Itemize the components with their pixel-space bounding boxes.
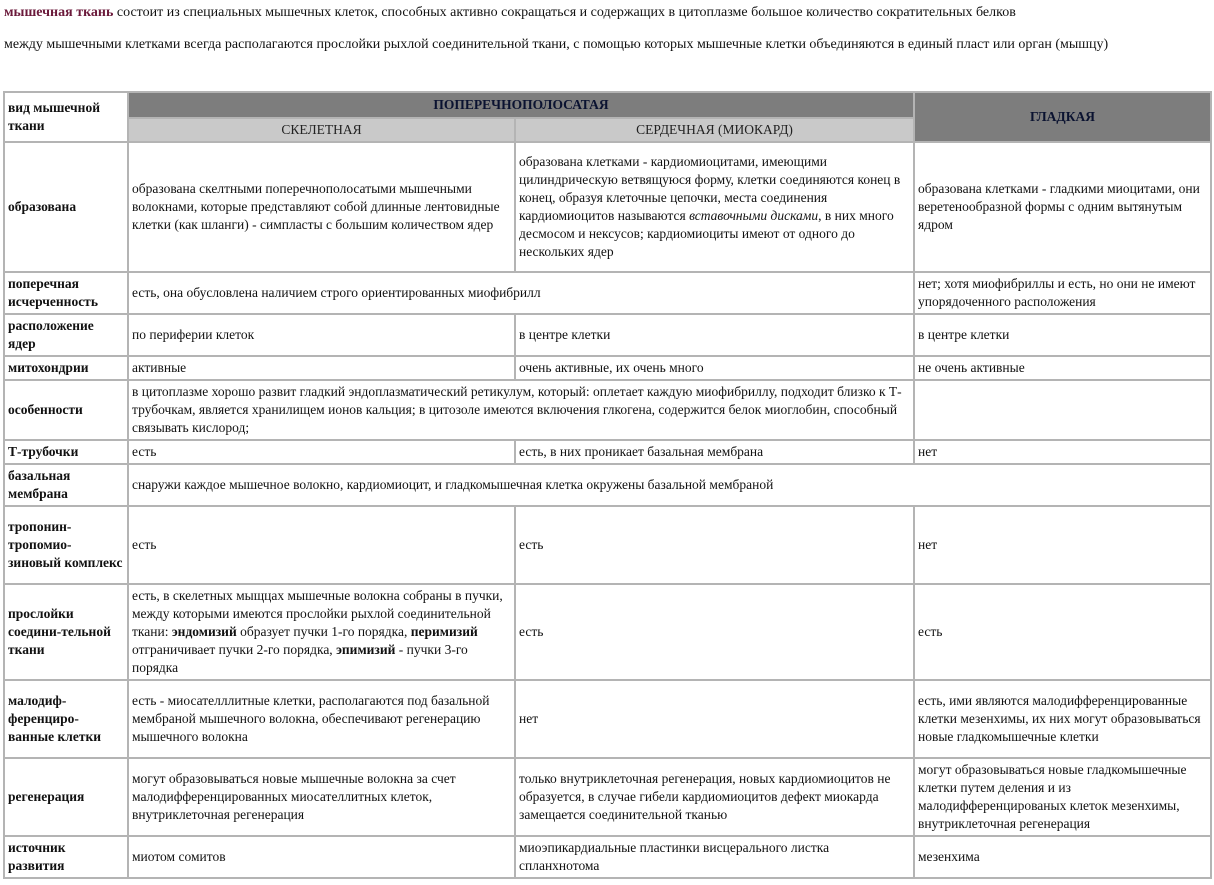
row-label: поперечная исчерченность — [4, 272, 128, 314]
cell-smooth: могут образовываться новые гладкомышечные клетки путем деления и из малодифференцированых клеток мезенхимы, внутриклеточная регенерация — [914, 758, 1211, 836]
row-label: прослойки соедини-тельной ткани — [4, 584, 128, 680]
italic-term: вставочными дисками — [689, 208, 819, 223]
corner-header: вид мышечной ткани — [4, 92, 128, 142]
row-label: регенерация — [4, 758, 128, 836]
cell-cardiac: есть — [515, 584, 914, 680]
term-endomysium: эндомизий — [171, 624, 237, 639]
term-epimysium: эпимизий — [336, 642, 396, 657]
cell-skeletal: миотом сомитов — [128, 836, 515, 878]
header-cardiac: СЕРДЕЧНАЯ (МИОКАРД) — [515, 118, 914, 142]
table-row — [4, 272, 1211, 314]
table-row — [4, 680, 1211, 758]
cell-text: образует пучки 1-го порядка, — [236, 624, 411, 639]
cell-smooth: в центре клетки — [914, 314, 1211, 356]
row-label: источник развития — [4, 836, 128, 878]
term-perimysium: перимизий — [410, 624, 478, 639]
row-label: малодиф-ференциро-ванные клетки — [4, 680, 128, 758]
row-label: Т-трубочки — [4, 440, 128, 464]
cell-skeletal: могут образовываться новые мышечные волокна за счет малодифференцированных миосателлитных клеток, внутриклеточная регенерация — [128, 758, 515, 836]
table-row — [4, 836, 1211, 878]
row-label: особенности — [4, 380, 128, 440]
header-skeletal: СКЕЛЕТНАЯ — [128, 118, 515, 142]
cell-cardiac: в центре клетки — [515, 314, 914, 356]
intro — [0, 0, 1214, 54]
table-row — [4, 440, 1211, 464]
table-row — [4, 142, 1211, 272]
cell-smooth: нет — [914, 506, 1211, 584]
table-row — [4, 506, 1211, 584]
cell-smooth: нет; хотя миофибриллы и есть, но они не имеют упорядоченного расположения — [914, 272, 1211, 314]
row-label: образована — [4, 142, 128, 272]
cell-cardiac: только внутриклеточная регенерация, новых кардиомиоцитов не образуется, в случае гибели кардиомиоцитов дефект миокарда замещается соединительной тканью — [515, 758, 914, 836]
cell-striated: в цитоплазме хорошо развит гладкий эндоплазматический ретикулум, который: оплетает каждую миофибриллу, подходит близко к Т-трубочкам, является хранилищем ионов кальция; в цитозоле имеются включения глкогена, содержится белок миоглобин, способный связывать кислород; — [128, 380, 914, 440]
table-row — [4, 758, 1211, 836]
header-smooth: ГЛАДКАЯ — [914, 92, 1211, 142]
intro-paragraph-1 — [4, 4, 1211, 22]
cell-cardiac: есть, в них проникает базальная мембрана — [515, 440, 914, 464]
cell-skeletal — [128, 584, 515, 680]
cell-smooth: нет — [914, 440, 1211, 464]
row-label: митохондрии — [4, 356, 128, 380]
table-row — [4, 356, 1211, 380]
row-label: тропонин-тропомио-зиновый комплекс — [4, 506, 128, 584]
intro-p1-text: состоит из специальных мышечных клеток, способных активно сокращаться и содержащих в цитоплазме большое количество сократительных белков — [113, 5, 1016, 20]
cell-smooth — [914, 380, 1211, 440]
header-striated: ПОПЕРЕЧНОПОЛОСАТАЯ — [128, 92, 914, 118]
row-label: базальная мембрана — [4, 464, 128, 506]
cell-skeletal: есть - миосателллитные клетки, располагаются под базальной мембраной мышечного волокна, обеспечивают регенерацию мышечного волокна — [128, 680, 515, 758]
table-row — [4, 584, 1211, 680]
cell-text: отграничивает пучки 2-го порядка, — [132, 642, 337, 657]
cell-skeletal: есть — [128, 506, 515, 584]
cell-text: образована клетками - кардиомиоцитами, имеющими цилиндрическую ветвящуюся форму, клетки соединяются конец в конец, образуя клеточные цепочки, места соединения кардиомиоцитов называются — [519, 154, 901, 223]
cell-text: есть, в скелетных мыщцах мышечные волокна собраны в пучки, между которыми имеются прослойки рыхлой соединительной ткани: — [132, 588, 503, 639]
table-row — [4, 314, 1211, 356]
cell-smooth: не очень активные — [914, 356, 1211, 380]
cell-smooth: образована клетками - гладкими миоцитами, они веретенообразной формы с одним вытянутым ядром — [914, 142, 1211, 272]
cell-text: , в них много десмосом и нексусов; кардиомиоциты имеют от одного до нескольких ядер — [519, 208, 894, 259]
cell-striated: есть, она обусловлена наличием строго ориентированных миофибрилл — [128, 272, 914, 314]
cell-cardiac: миоэпикардиальные пластинки висцерального листка спланхнотома — [515, 836, 914, 878]
muscle-tissue-table — [3, 91, 1212, 879]
table-row — [4, 380, 1211, 440]
cell-smooth: есть, ими являются малодифференцированные клетки мезенхимы, их них могут образовываться новые гладкомышечные клетки — [914, 680, 1211, 758]
intro-paragraph-2: между мышечными клетками всегда располагаются прослойки рыхлой соединительной ткани, с помощью которых мышечные клетки объединяются в единый пласт или орган (мышцу) — [4, 37, 1109, 52]
cell-smooth: мезенхима — [914, 836, 1211, 878]
term-muscle-tissue: мышечная ткань — [4, 5, 114, 20]
cell-cardiac — [515, 142, 914, 272]
cell-cardiac: есть — [515, 506, 914, 584]
table-row — [4, 464, 1211, 506]
row-label: расположение ядер — [4, 314, 128, 356]
cell-cardiac: нет — [515, 680, 914, 758]
cell-skeletal: есть — [128, 440, 515, 464]
cell-text: - пучки 3-го порядка — [132, 642, 468, 675]
cell-smooth: есть — [914, 584, 1211, 680]
cell-skeletal: образована скелтными поперечнополосатыми мышечными волокнами, которые представляют собой длинные лентовидные клетки (как шланги) - симпласты с большим количеством ядер — [128, 142, 515, 272]
cell-cardiac: очень активные, их очень много — [515, 356, 914, 380]
cell-skeletal: по периферии клеток — [128, 314, 515, 356]
cell-all: снаружи каждое мышечное волокно, кардиомиоцит, и гладкомышечная клетка окружены базальной мембраной — [128, 464, 1211, 506]
cell-skeletal: активные — [128, 356, 515, 380]
